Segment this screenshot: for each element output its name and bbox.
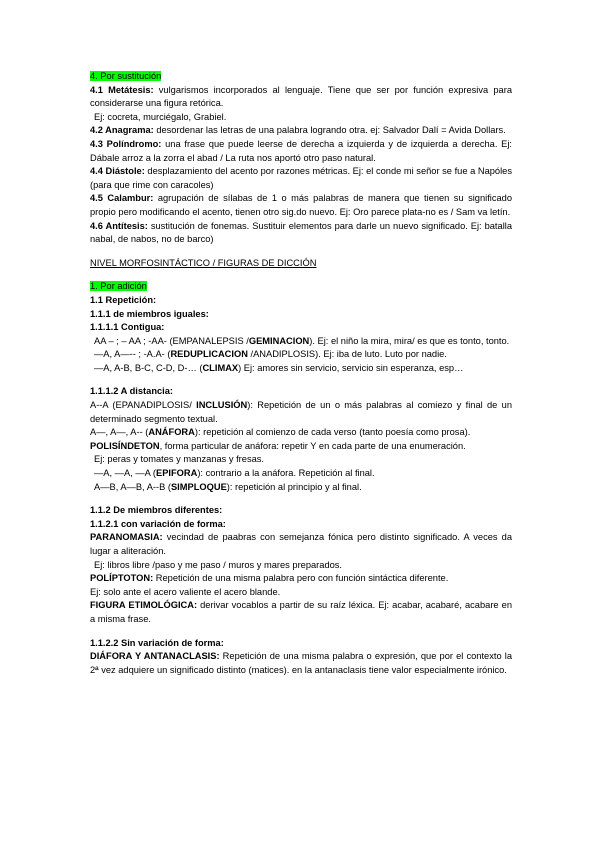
section-heading-sustitucion: 4. Por sustitución [90,71,162,81]
entry-paranomasia: PARANOMASIA: vecindad de paabras con semejanza fónica pero distinto significado. A veces da lugar a aliteración. [90,532,512,556]
entry-reduplicacion: —A, A—-- ; -A.A- (REDUPLICACION /ANADIPLOSIS). Ej: iba de luto. Luto por nadie. [94,349,447,360]
entry-poliptoton: POLÍPTOTON: Repetición de una misma palabra pero con función sintáctica diferente. [90,573,449,584]
example-polisindeton: Ej: peras y tomates y manzanas y fresas. [94,454,264,465]
entry-diastole: 4.4 Diástole: desplazamiento del acento por razones métricas. Ej: el conde mi señor se fue a Napóles (para que rime con caracoles) [90,166,512,190]
level-heading: NIVEL MORFOSINTÁCTICO / FIGURAS DE DICCIÓN [90,257,317,268]
entry-figura-etimologica: FIGURA ETIMOLÓGICA: derivar vocablos a partir de su raíz léxica. Ej: acabar, acabaré, acabare en a misma frase. [90,600,513,624]
heading-repeticion: 1.1 Repetición: [90,294,157,305]
section-heading-adicion: 1. Por adición [90,281,147,292]
entry-geminacion: AA – ; – AA ; -AA- (EMPANALEPSIS /GEMINACION). Ej: el niño la mira, mira/ es que es tonto, tonto. [94,335,510,346]
heading-con-variacion: 1.1.2.1 con variación de forma: [90,518,226,529]
entry-simploque: A—B, A—B, A--B (SIMPLOQUE): repetición al principio y al final. [94,481,362,492]
heading-contigua: 1.1.1.1 Contigua: [90,322,165,333]
entry-inclusion: A--A (EPANADIPLOSIS/ INCLUSIÓN): Repetición de un o más palabras al comiezo y final de un determinado segmento textual. [90,400,512,424]
entry-antitesis: 4.6 Antítesis: sustitución de fonemas. Sustituir elementos para darle un nuevo significado. Ej: batalla nabal, de nabos, no de barco) [90,220,512,245]
entry-anagrama: 4.2 Anagrama: desordenar las letras de una palabra logrando otra. ej: Salvador Dalí = Avida Dollars. [90,125,506,136]
example-metatesis: Ej: cocreta, murciégalo, Grabiel. [94,111,227,122]
document-body [90,70,512,677]
entry-calambur: 4.5 Calambur: agrupación de sílabas de 1 o más palabras de manera que tienen su significado propio pero modificando el acento, tienen otro sig.do nuevo. Ej: Oro parece plata-no es / Sam va letín. [90,193,513,217]
entry-diafora: DIÁFORA Y ANTANACLASIS: Repetición de una misma palabra o expresión, que por el contexto la 2ª vez adquiere un significado distinto (matices). en la antanaclasis tiene valor especialmente irónico. [90,651,512,675]
entry-metatesis: 4.1 Metátesis: vulgarismos incorporados al lenguaje. Tiene que ser por función expresiva para considerarse una figura retórica. [90,84,512,109]
heading-sin-variacion: 1.1.2.2 Sin variación de forma: [90,637,224,648]
heading-a-distancia: 1.1.1.2 A distancia: [90,386,174,397]
entry-anafora: A—, A—, A-- (ANÁFORA): repetición al comienzo de cada verso (tanto poesía como prosa). [90,427,471,438]
entry-polisindeton: POLISÍNDETON, forma particular de anáfora: repetir Y en cada parte de una enumeración. [90,440,466,451]
entry-epifora: —A, —A, —A (EPIFORA): contrario a la anáfora. Repetición al final. [94,468,375,479]
entry-polindromo: 4.3 Políndromo: una frase que puede leerse de derecha a izquierda y de izquierda a derecha. Ej: Dábale arroz a la zorra el abad / La ruta nos aportó otro paso natural. [90,138,512,163]
heading-miembros-diferentes: 1.1.2 De miembros diferentes: [90,505,223,516]
example-paranomasia: Ej: libros libre /paso y me paso / muros y mares preparados. [94,559,343,570]
heading-miembros-iguales: 1.1.1 de miembros iguales: [90,308,209,319]
entry-climax: —A, A-B, B-C, C-D, D-… (CLIMAX) Ej: amores sin servicio, servicio sin esperanza, esp… [94,362,464,373]
example-poliptoton: Ej: solo ante el acero valiente el acero blande. [90,586,281,597]
